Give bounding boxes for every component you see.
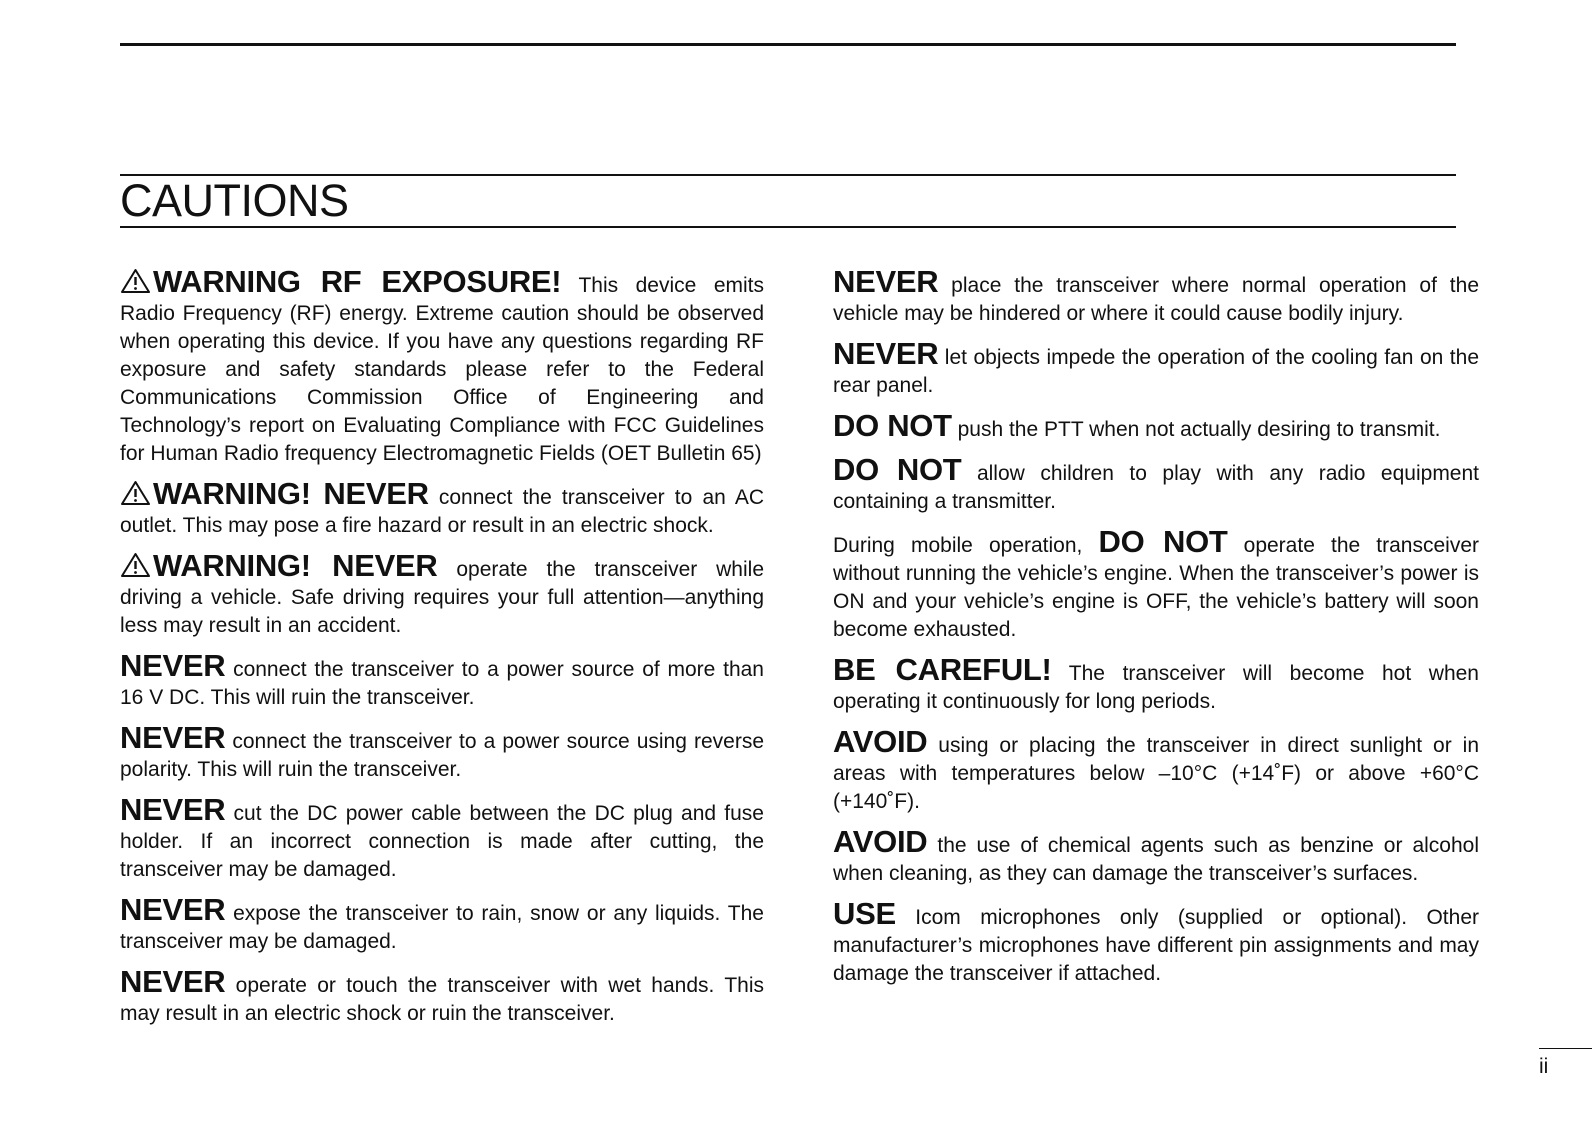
- caution-paragraph: [120, 548, 764, 640]
- caution-paragraph: [833, 896, 1479, 988]
- page-title: CAUTIONS: [120, 175, 349, 226]
- caution-keyword: USE: [833, 896, 896, 931]
- warning-triangle-icon: [120, 552, 151, 578]
- caution-keyword: NEVER: [120, 892, 226, 927]
- caution-keyword: DO NOT: [833, 408, 952, 443]
- right-column: [833, 264, 1480, 1000]
- caution-keyword: NEVER: [120, 792, 226, 827]
- warning-triangle-icon: [120, 480, 151, 506]
- caution-text: connect the transceiver to a power source using reverse polarity. This will ruin the transceiver.: [120, 730, 764, 781]
- caution-text: allow children to play with any radio equipment containing a transmitter.: [833, 462, 1480, 513]
- caution-text: operate or touch the transceiver with wet hands. This may result in an electric shock or ruin the transceiver.: [120, 974, 764, 1025]
- caution-paragraph: [120, 792, 764, 884]
- caution-paragraph: [120, 476, 764, 540]
- caution-paragraph: [120, 264, 764, 468]
- caution-paragraph: [833, 452, 1480, 516]
- page-number-rule: [1539, 1048, 1592, 1049]
- caution-paragraph: [120, 964, 764, 1028]
- caution-keyword: BE CAREFUL!: [833, 652, 1052, 687]
- caution-keyword: NEVER: [833, 336, 939, 371]
- caution-text: operate the transceiver while driving a vehicle. Safe driving requires your full attention—anything less may result in an accident.: [120, 558, 764, 637]
- caution-paragraph: [833, 652, 1479, 716]
- caution-keyword: WARNING! NEVER: [153, 548, 438, 583]
- caution-text: expose the transceiver to rain, snow or any liquids. The transceiver may be damaged.: [120, 902, 764, 953]
- caution-paragraph: [833, 408, 1479, 444]
- caution-text: connect the transceiver to an AC outlet. This may pose a fire hazard or result in an electric shock.: [120, 486, 764, 537]
- caution-paragraph: [833, 264, 1479, 328]
- caution-keyword: AVOID: [833, 824, 928, 859]
- caution-keyword: DO NOT: [833, 452, 962, 487]
- left-column: [120, 264, 764, 1040]
- caution-keyword: NEVER: [120, 720, 226, 755]
- caution-keyword: NEVER: [120, 964, 226, 999]
- caution-text: The transceiver will become hot when operating it continuously for long periods.: [833, 662, 1479, 713]
- caution-text: let objects impede the operation of the cooling fan on the rear panel.: [833, 346, 1479, 397]
- caution-keyword: DO NOT: [1098, 524, 1228, 559]
- caution-paragraph: [833, 524, 1480, 644]
- caution-text: cut the DC power cable between the DC plug and fuse holder. If an incorrect connection is made after cutting, the transceiver may be damaged.: [120, 802, 764, 881]
- caution-paragraph: [833, 336, 1479, 400]
- caution-paragraph: [120, 892, 764, 956]
- caution-paragraph: [833, 824, 1479, 888]
- caution-paragraph: [120, 720, 764, 784]
- caution-keyword: NEVER: [833, 264, 939, 299]
- warning-triangle-icon: [120, 268, 151, 294]
- caution-text: place the transceiver where normal operation of the vehicle may be hindered or where it could cause bodily injury.: [833, 274, 1479, 325]
- page-number: ii: [1539, 1055, 1549, 1078]
- caution-text: operate the transceiver without running the vehicle’s engine. When the transceiver’s power is ON and your vehicle’s engine is OFF, the vehicle’s battery will soon become exhausted.: [833, 534, 1480, 641]
- caution-paragraph: [120, 648, 764, 712]
- caution-text: the use of chemical agents such as benzine or alcohol when cleaning, as they can damage the transceiver’s surfaces.: [833, 834, 1479, 885]
- caution-keyword: NEVER: [120, 648, 226, 683]
- caution-text: using or placing the transceiver in direct sunlight or in areas with temperatures below –10°C (+14˚F) or above +60°C (+140˚F).: [833, 734, 1479, 813]
- caution-keyword: WARNING RF EXPOSURE!: [153, 264, 562, 299]
- caution-keyword: AVOID: [833, 724, 928, 759]
- caution-text: push the PTT when not actually desiring to transmit.: [951, 418, 1441, 441]
- caution-paragraph: [833, 724, 1479, 816]
- caution-text: This device emits Radio Frequency (RF) energy. Extreme caution should be observed when operating this device. If you have any questions regarding RF exposure and safety standards please refer to the Federal Communications Commission Office of Engineering and Technology’s report on Evaluating Compliance with FCC Guidelines for Human Radio frequency Electromagnetic Fields (OET Bulletin 65): [120, 274, 764, 465]
- caution-text: connect the transceiver to a power source of more than 16 V DC. This will ruin the transceiver.: [120, 658, 764, 709]
- caution-text: Icom microphones only (supplied or optional). Other manufacturer’s microphones have different pin assignments and may damage the transceiver if attached.: [833, 906, 1479, 985]
- caution-keyword: WARNING! NEVER: [153, 476, 429, 511]
- caution-prefix: During mobile operation,: [833, 534, 1099, 557]
- title-rule-bottom: [120, 226, 1456, 228]
- header-rule: [120, 43, 1456, 46]
